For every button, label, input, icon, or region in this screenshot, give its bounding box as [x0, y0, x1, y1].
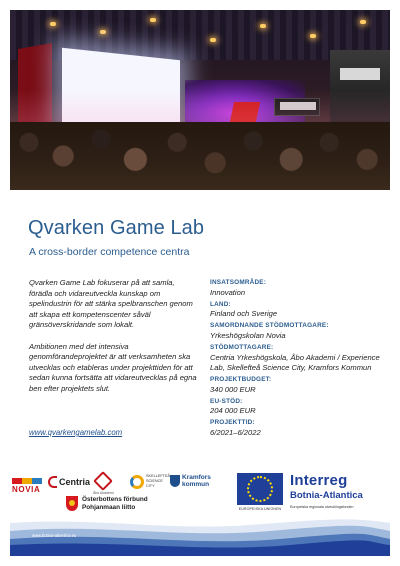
project-facts [210, 279, 385, 441]
description-paragraph-1: Qvarken Game Lab fokuserar på att samla, förädla och vidareutveckla kunskap om spelindustrin för att stärka spelbranschen genom att skapa ett kompetenscenter såväl gränsöverskridande som lokalt. [29, 278, 193, 330]
website-link[interactable]: www.qvarkengamelab.com [29, 428, 123, 437]
fact-label-area: INSATSOMRÅDE: [210, 279, 267, 286]
stage-light [310, 34, 316, 38]
abo-akademi-logo: Åbo Akademi [93, 472, 114, 495]
stage-light [260, 24, 266, 28]
fact-value-eu-support: 204 000 EUR [210, 406, 256, 416]
interreg-logo: Interreg [290, 472, 348, 489]
fact-label-period: PROJEKTTID: [210, 419, 255, 427]
centria-logo: Centria [48, 476, 90, 488]
fact-value-period: 6/2021–6/2022 [210, 427, 261, 437]
osterbotten-logo: Österbottens förbund Pohjanmaan liitto [66, 496, 148, 511]
crowd [10, 122, 390, 190]
page-subtitle: A cross-border competence centra [29, 246, 190, 258]
fact-label-budget: PROJEKTBUDGET: [210, 376, 272, 384]
kramfors-logo: Kramfors kommun [170, 474, 211, 488]
fact-value-partners: Centria Yrkeshögskola, Åbo Akademi / Experience Lab, Skellefteå Science City, Kramfors Kommun [210, 352, 380, 372]
skelleftea-logo: SKELLEFTEÅ SCIENCE CITY [130, 474, 172, 489]
fact-label-eu-support: EU-STÖD: [210, 397, 243, 405]
description [29, 278, 197, 405]
stage-light [210, 38, 216, 42]
fact-value-budget: 340 000 EUR [210, 384, 256, 394]
right-banner [340, 68, 380, 80]
fact-value-area: Innovation [210, 287, 246, 297]
eu-flag-icon [237, 473, 283, 505]
hero-photo [10, 10, 390, 190]
footer-url: www.botnia-atlantica.eu [32, 533, 77, 538]
stage-light [360, 20, 366, 24]
eu-stars-icon [247, 476, 273, 502]
fact-label-country: LAND: [210, 300, 231, 308]
fact-label-partners: STÖDMOTTAGARE: [210, 344, 274, 352]
fact-label-lead-partner: SAMORDNANDE STÖDMOTTAGARE: [210, 322, 329, 330]
abo-akademi-logo-icon [93, 471, 113, 491]
stage-light [150, 18, 156, 22]
page-title: Qvarken Game Lab [28, 217, 205, 239]
fact-value-lead-partner: Yrkeshögskolan Novia [210, 330, 286, 340]
erdf-label: Europeiska regionala utvecklingsfonden [290, 505, 354, 509]
fact-value-country: Finland och Sverige [210, 309, 278, 319]
osterbotten-shield-icon [66, 496, 78, 511]
stage-light [100, 30, 106, 34]
kramfors-shield-icon [170, 475, 180, 487]
botnia-atlantica-logo: Botnia-Atlantica [290, 490, 363, 501]
skelleftea-logo-icon [130, 475, 144, 489]
novia-logo-icon [12, 478, 42, 484]
stage-light [50, 22, 56, 26]
description-paragraph-2: Ambitionen med det intensiva genomförandeprojektet är att verksamheten ska utvecklas och etableras under projekttiden för att sedan kunna fortsätta att vidareutvecklas på egna ben efter projektets slut. [29, 341, 197, 393]
novia-logo: NOVIA [12, 478, 42, 494]
eu-label: EUROPEISKA UNIONEN [238, 507, 282, 511]
centria-logo-icon [48, 476, 57, 488]
